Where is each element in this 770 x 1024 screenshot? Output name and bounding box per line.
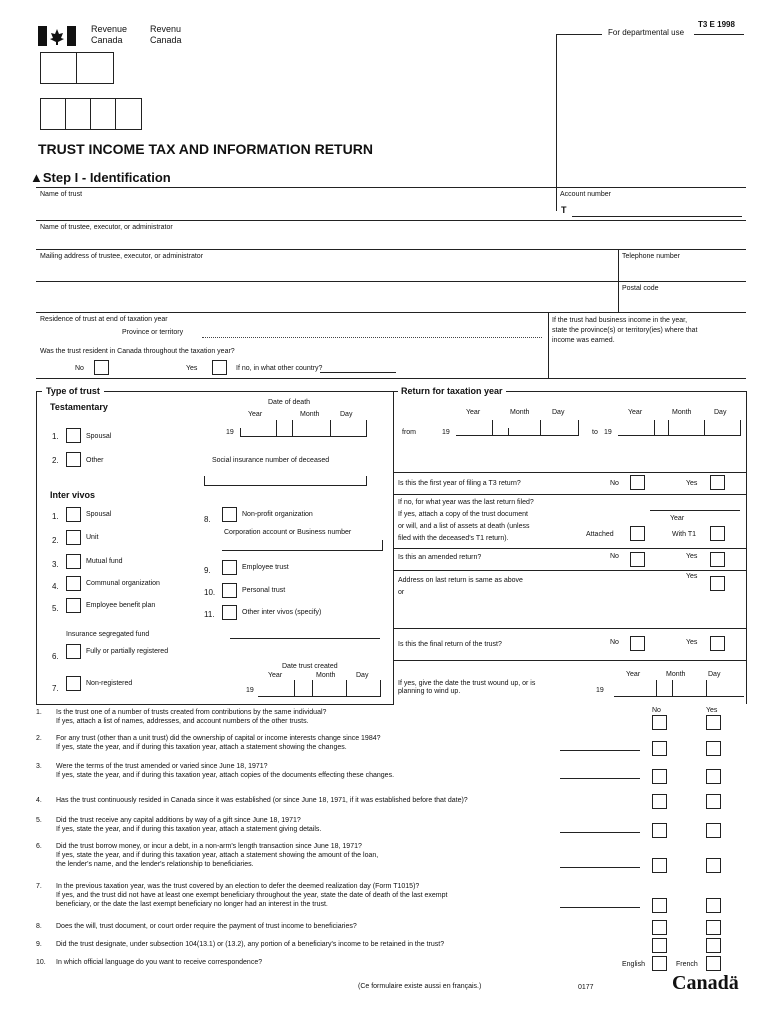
type-of-trust-heading: Type of trust — [42, 386, 104, 397]
iv-mutual-fund-label: Mutual fund — [86, 558, 123, 565]
testamentary-other-label: Other — [86, 457, 104, 464]
resident-yes-label: Yes — [186, 365, 198, 372]
trust-iv9-num: 9. — [204, 566, 211, 575]
question-text: Is the trust one of a number of trusts created from contributions by the same individual? — [56, 709, 327, 716]
question-number: 9. — [36, 941, 42, 948]
last-return-text-3: or will, and a list of assets at death (unless — [398, 523, 530, 530]
question-no-checkbox[interactable] — [652, 823, 667, 838]
iv-non-registered-checkbox[interactable] — [66, 676, 81, 691]
trust-iv2-num: 2. — [52, 536, 59, 545]
to-century: 19 — [604, 429, 612, 436]
first-year-yes-checkbox[interactable] — [710, 475, 725, 490]
inter-vivos-heading: Inter vivos — [50, 490, 96, 500]
death-year-label: Year — [248, 411, 263, 418]
agency-en-line1: Revenue — [91, 24, 128, 34]
agency-en-line2: Canada — [91, 35, 123, 45]
to-month-label: Month — [672, 409, 692, 416]
question-text: Did the trust receive any capital additions by way of a gift since June 18, 1971? — [56, 817, 301, 824]
question-no-checkbox[interactable] — [652, 741, 667, 756]
insurance-segregated-label: Insurance segregated fund — [66, 631, 150, 638]
final-yes-checkbox[interactable] — [710, 636, 725, 651]
last-return-text-2: If yes, attach a copy of the trust document — [398, 511, 528, 518]
address-same-yes-checkbox[interactable] — [710, 576, 725, 591]
canada-flag-icon — [38, 26, 76, 46]
name-of-trust-label: Name of trust — [40, 191, 83, 198]
question-number: 4. — [36, 797, 42, 804]
question-yes-checkbox[interactable] — [706, 823, 721, 838]
to-date-field[interactable] — [618, 420, 740, 436]
iv-unit-label: Unit — [86, 534, 99, 541]
trust-iv3-num: 3. — [52, 560, 59, 569]
date-of-death-field[interactable] — [240, 420, 366, 437]
address-same-label: Address on last return is same as above — [398, 577, 523, 584]
iv-unit-checkbox[interactable] — [66, 530, 81, 545]
from-date-field[interactable] — [456, 420, 578, 436]
trust-iv10-num: 10. — [204, 588, 216, 597]
french-availability-note: (Ce formulaire existe aussi en français.) — [358, 983, 482, 990]
iv-non-registered-label: Non-registered — [86, 680, 133, 687]
wind-up-century: 19 — [596, 687, 604, 694]
question-answer-field[interactable] — [560, 907, 640, 908]
amended-question: Is this an amended return? — [398, 554, 482, 561]
from-year-label: Year — [466, 409, 481, 416]
question-number: 10. — [36, 959, 46, 966]
created-century: 19 — [246, 687, 254, 694]
question-no-checkbox[interactable] — [652, 898, 667, 913]
iv-fully-registered-label: Fully or partially registered — [86, 648, 169, 655]
wind-up-day-label: Day — [708, 671, 721, 678]
wind-up-text-2: planning to wind up. — [398, 688, 461, 695]
top-boxes-a[interactable] — [40, 52, 114, 84]
question-yes-checkbox[interactable] — [706, 938, 721, 953]
with-t1-label: With T1 — [672, 531, 696, 538]
return-year-heading: Return for taxation year — [398, 386, 506, 397]
agency-fr-line1: Revenu — [150, 24, 182, 34]
residence-label: Residence of trust at end of taxation year — [40, 316, 168, 323]
amended-no-checkbox[interactable] — [630, 552, 645, 567]
french-checkbox[interactable] — [706, 956, 721, 971]
created-month-label: Month — [316, 672, 336, 679]
sin-deceased-field[interactable] — [204, 472, 366, 486]
trustee-name-label: Name of trustee, executor, or administrator — [40, 224, 173, 231]
to-label: to — [592, 429, 598, 436]
question-no-checkbox[interactable] — [652, 794, 667, 809]
question-number: 3. — [36, 763, 42, 770]
question-text: Did the trust borrow money, or incur a debt, in a non-arm's length transaction since June 18, 1971? — [56, 843, 362, 850]
english-label: English — [622, 961, 645, 968]
amended-no-label: No — [610, 553, 619, 560]
date-created-label: Date trust created — [282, 663, 338, 670]
top-boxes-b[interactable] — [40, 98, 142, 130]
trust-iv4-num: 4. — [52, 582, 59, 591]
question-no-checkbox[interactable] — [652, 715, 667, 730]
question-text: Has the trust continuously resided in Canada since it was established (or since June 18, 1971, if it was established before that date)? — [56, 797, 468, 804]
account-number-label: Account number — [560, 191, 611, 198]
corp-account-label: Corporation account or Business number — [224, 529, 352, 536]
testamentary-spousal-checkbox[interactable] — [66, 428, 81, 443]
to-day-label: Day — [714, 409, 727, 416]
testamentary-heading: Testamentary — [50, 402, 108, 412]
question-number: 6. — [36, 843, 42, 850]
postal-code-label: Postal code — [622, 285, 659, 292]
province-label: Province or territory — [122, 329, 184, 336]
testamentary-spousal-label: Spousal — [86, 433, 112, 440]
last-return-year-field[interactable] — [650, 510, 740, 511]
attached-label: Attached — [586, 531, 614, 538]
final-return-question: Is this the final return of the trust? — [398, 641, 502, 648]
iv-communal-checkbox[interactable] — [66, 576, 81, 591]
question-answer-field[interactable] — [560, 750, 640, 751]
question-text: Did the trust designate, under subsection 104(13.1) or (13.2), any portion of a beneficiary's income to be retained in the trust? — [56, 941, 445, 948]
question-yes-checkbox[interactable] — [706, 741, 721, 756]
date-of-death-label: Date of death — [268, 399, 311, 406]
telephone-field[interactable] — [622, 264, 742, 276]
question-number: 7. — [36, 883, 42, 890]
form-number: 0177 — [578, 984, 594, 991]
question-yes-checkbox[interactable] — [706, 769, 721, 784]
death-month-label: Month — [300, 411, 320, 418]
date-created-field[interactable] — [258, 680, 380, 697]
resident-question: Was the trust resident in Canada throughout the taxation year? — [40, 348, 235, 355]
trust-iv11-num: 11. — [204, 610, 215, 619]
iv-non-profit-checkbox[interactable] — [222, 507, 237, 522]
iv-personal-trust-label: Personal trust — [242, 587, 286, 594]
iv-communal-label: Communal organization — [86, 580, 160, 587]
final-yes-label: Yes — [686, 639, 698, 646]
other-country-field[interactable] — [320, 372, 396, 373]
iv-fully-registered-checkbox[interactable] — [66, 644, 81, 659]
question-text: beneficiary, or the date the last exempt beneficiary no longer had an interest in the trust. — [56, 901, 328, 908]
english-checkbox[interactable] — [652, 956, 667, 971]
step-heading: ▲Step I - Identification — [30, 170, 171, 185]
first-year-no-checkbox[interactable] — [630, 475, 645, 490]
question-text: Were the terms of the trust amended or varied since June 18, 1971? — [56, 763, 268, 770]
agency-fr-line2: Canada — [150, 35, 182, 45]
death-day-label: Day — [340, 411, 353, 418]
question-answer-field[interactable] — [560, 832, 640, 833]
from-century: 19 — [442, 429, 450, 436]
question-text: the lender's name, and the lender's relationship to beneficiaries. — [56, 861, 254, 868]
testamentary-other-checkbox[interactable] — [66, 452, 81, 467]
mailing-address-label: Mailing address of trustee, executor, or administrator — [40, 253, 204, 260]
question-text: Does the will, trust document, or court order require the payment of trust income to beneficiaries? — [56, 923, 357, 930]
form-title: TRUST INCOME TAX AND INFORMATION RETURN — [38, 141, 373, 157]
corp-account-field[interactable] — [222, 540, 383, 551]
trustee-name-field[interactable] — [36, 233, 746, 247]
iv-other-label: Other inter vivos (specify) — [242, 609, 322, 616]
final-no-label: No — [610, 639, 619, 646]
business-income-text-3: income was earned. — [552, 337, 615, 344]
resident-no-label: No — [75, 365, 84, 372]
trust-1-num: 1. — [52, 432, 59, 441]
trust-iv6-num: 6. — [52, 652, 59, 661]
last-return-text-4: filed with the deceased's T1 return). — [398, 535, 509, 542]
questions-yes-header: Yes — [706, 707, 718, 714]
form-code: T3 E 1998 — [698, 20, 735, 29]
account-prefix: T — [561, 205, 567, 215]
to-year-label: Year — [628, 409, 643, 416]
question-yes-checkbox[interactable] — [706, 858, 721, 873]
final-no-checkbox[interactable] — [630, 636, 645, 651]
iv-other-specify-field[interactable] — [230, 638, 380, 639]
amended-yes-label: Yes — [686, 553, 698, 560]
question-text: In which official language do you want to receive correspondence? — [56, 959, 263, 966]
question-text: If yes, and the trust did not have at least one exempt beneficiary throughout the year, state the date of death of the last exempt — [56, 892, 448, 899]
iv-employee-benefit-label: Employee benefit plan — [86, 602, 156, 609]
dept-use-label: For departmental use — [608, 28, 685, 37]
trust-iv1-num: 1. — [52, 512, 59, 521]
from-month-label: Month — [510, 409, 530, 416]
first-year-no-label: No — [610, 480, 619, 487]
created-day-label: Day — [356, 672, 369, 679]
amended-yes-checkbox[interactable] — [710, 552, 725, 567]
question-text: If yes, state the year, and if during this taxation year, attach a statement giving details. — [56, 826, 322, 833]
question-number: 5. — [36, 817, 42, 824]
with-t1-checkbox[interactable] — [710, 526, 725, 541]
question-yes-checkbox[interactable] — [706, 794, 721, 809]
question-no-checkbox[interactable] — [652, 858, 667, 873]
wind-up-year-label: Year — [626, 671, 641, 678]
last-return-year-label: Year — [670, 515, 685, 522]
iv-spousal-label: Spousal — [86, 511, 112, 518]
province-field[interactable] — [202, 328, 542, 338]
question-text: If yes, state the year, and if during this taxation year, attach copies of the documents effecting these changes. — [56, 772, 395, 779]
first-year-yes-label: Yes — [686, 480, 698, 487]
trust-iv5-num: 5. — [52, 604, 59, 613]
telephone-label: Telephone number — [622, 253, 680, 260]
last-return-text-1: If no, for what year was the last return filed? — [398, 499, 534, 506]
from-day-label: Day — [552, 409, 565, 416]
trust-iv7-num: 7. — [52, 684, 59, 693]
from-label: from — [402, 429, 416, 436]
account-number-field[interactable] — [572, 208, 742, 217]
question-answer-field[interactable] — [560, 778, 640, 779]
question-yes-checkbox[interactable] — [706, 920, 721, 935]
iv-employee-benefit-checkbox[interactable] — [66, 598, 81, 613]
french-label: French — [676, 961, 698, 968]
question-number: 1. — [36, 709, 42, 716]
business-income-text-1: If the trust had business income in the year, — [552, 317, 688, 324]
iv-spousal-checkbox[interactable] — [66, 507, 81, 522]
created-year-label: Year — [268, 672, 283, 679]
question-text: If yes, state the year, and if during this taxation year, attach a statement showing the changes. — [56, 744, 347, 751]
iv-employee-trust-label: Employee trust — [242, 564, 289, 571]
question-yes-checkbox[interactable] — [706, 898, 721, 913]
question-yes-checkbox[interactable] — [706, 715, 721, 730]
question-text: For any trust (other than a unit trust) did the ownership of capital or income interests change since 1984? — [56, 735, 381, 742]
resident-yes-checkbox[interactable] — [212, 360, 227, 375]
question-text: If yes, state the year, and if during this taxation year, attach a statement showing the amount of the loan, — [56, 852, 379, 859]
question-no-checkbox[interactable] — [652, 769, 667, 784]
wind-up-month-label: Month — [666, 671, 686, 678]
iv-other-checkbox[interactable] — [222, 605, 237, 620]
wind-up-date-field[interactable] — [614, 680, 744, 697]
questions-no-header: No — [652, 707, 661, 714]
iv-non-profit-label: Non-profit organization — [242, 511, 313, 518]
trust-2-num: 2. — [52, 456, 59, 465]
question-text: In the previous taxation year, was the trust covered by an election to defer the deemed realization day (Form T1015)? — [56, 883, 420, 890]
question-no-checkbox[interactable] — [652, 938, 667, 953]
address-same-or: or — [398, 589, 405, 596]
address-same-yes-label: Yes — [686, 573, 698, 580]
question-text: If yes, attach a list of names, addresses, and account numbers of the other trusts. — [56, 718, 309, 725]
question-number: 2. — [36, 735, 42, 742]
question-answer-field[interactable] — [560, 867, 640, 868]
iv-mutual-fund-checkbox[interactable] — [66, 554, 81, 569]
business-income-text-2: state the province(s) or territory(ies) where that — [552, 327, 698, 334]
question-no-checkbox[interactable] — [652, 920, 667, 935]
wind-up-text-1: If yes, give the date the trust wound up, or is — [398, 680, 536, 687]
death-century: 19 — [226, 429, 234, 436]
first-year-question: Is this the first year of filing a T3 return? — [398, 480, 521, 487]
sin-deceased-label: Social insurance number of deceased — [212, 457, 330, 464]
iv-personal-trust-checkbox[interactable] — [222, 583, 237, 598]
attached-checkbox[interactable] — [630, 526, 645, 541]
resident-no-checkbox[interactable] — [94, 360, 109, 375]
canada-wordmark: Canadä — [672, 972, 739, 994]
other-country-label: If no, in what other country? — [236, 365, 323, 372]
trust-iv8-num: 8. — [204, 515, 211, 524]
iv-employee-trust-checkbox[interactable] — [222, 560, 237, 575]
question-number: 8. — [36, 923, 42, 930]
